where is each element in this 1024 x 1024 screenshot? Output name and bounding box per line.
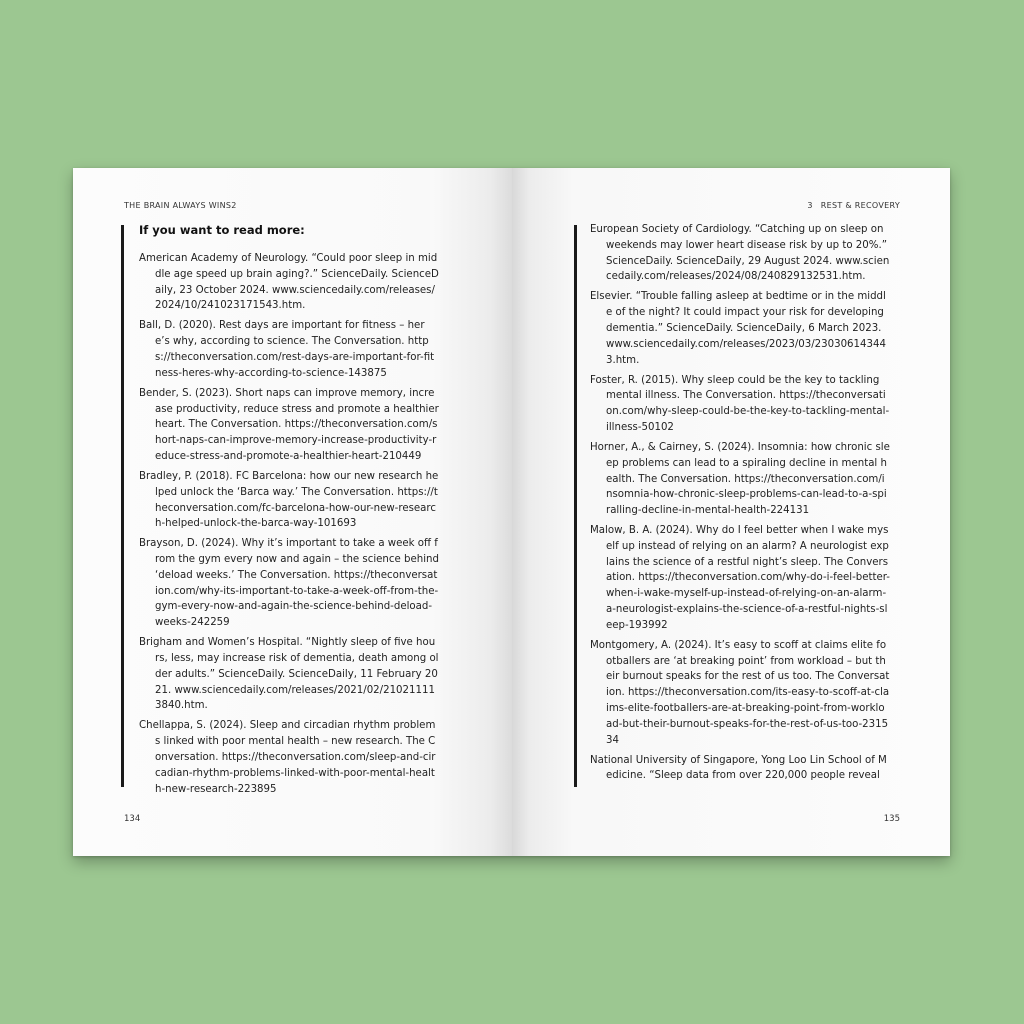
reference-item: Montgomery, A. (2024). It’s easy to scoff at claims elite footballers are ‘at breaking point’ from workload – but their burnout speaks for the rest of us too. The Conversation. https://theconversation.com/its-easy-to-scoff-at-claims-elite-footballers-are-at-breaking-point-from-workload-but-their-burnout-speaks-for-the-rest-of-us-too-231534 bbox=[590, 639, 890, 746]
running-head-chapter bbox=[807, 201, 900, 210]
right-content bbox=[590, 222, 890, 788]
running-head-book-title: THE BRAIN ALWAYS WINS2 bbox=[124, 201, 237, 210]
reference-item: National University of Singapore, Yong Loo Lin School of Medicine. “Sleep data from over 220,000 people reveal bbox=[590, 754, 887, 782]
page-number: 134 bbox=[124, 814, 141, 824]
vertical-rule bbox=[574, 225, 577, 787]
reference-item: Brayson, D. (2024). Why it’s important to take a week off from the gym every now and again – the science behind ‘deload weeks.’ The Conversation. https://theconversation.com/why-its-important-to-take-a-week-off-from-the-gym-every-now-and-again-the-science-behind-deload-weeks-242259 bbox=[139, 538, 439, 629]
right-page bbox=[512, 168, 950, 856]
reference-item: Chellappa, S. (2024). Sleep and circadian rhythm problems linked with poor mental health – new research. The Conversation. https://theconversation.com/sleep-and-circadian-rhythm-problems-linked-with-poor-mental-health-new-research-223895 bbox=[139, 720, 436, 795]
reference-item: European Society of Cardiology. “Catching up on sleep on weekends may lower heart disease risk by up to 20%.” ScienceDaily. ScienceDaily, 29 August 2024. www.sciencedaily.com/releases/2024/08/240829132531.htm. bbox=[590, 224, 890, 283]
left-page bbox=[73, 168, 512, 856]
reference-item: Brigham and Women’s Hospital. “Nightly sleep of five hours, less, may increase risk of dementia, death among older adults.” ScienceDaily. ScienceDaily, 11 February 2021. www.sciencedaily.com/releases/2021/02/210211113840.htm. bbox=[139, 637, 439, 712]
reference-item: Ball, D. (2020). Rest days are important for fitness – here’s why, according to science. The Conversation. https://theconversation.com/rest-days-are-important-for-fitness-heres-why-according-to-science-143875 bbox=[139, 320, 435, 379]
chapter-number: 3 bbox=[807, 201, 813, 210]
open-book bbox=[73, 168, 950, 856]
reference-item: Foster, R. (2015). Why sleep could be the key to tackling mental illness. The Conversation. https://theconversation.com/why-sleep-could-be-the-key-to-tackling-mental-illness-50102 bbox=[590, 374, 890, 433]
reference-item: Bradley, P. (2018). FC Barcelona: how our new research helped unlock the ‘Barca way.’ The Conversation. https://theconversation.com/fc-barcelona-how-our-new-research-helped-unlock-the-barca-way-101693 bbox=[139, 470, 439, 530]
reference-item: American Academy of Neurology. “Could poor sleep in middle age speed up brain aging?.” ScienceDaily. ScienceDaily, 23 October 2024. www.sciencedaily.com/releases/2024/10/241023171543.htm. bbox=[139, 253, 439, 312]
reference-item: Elsevier. “Trouble falling asleep at bedtime or in the middle of the night? It could impact your risk for developing dementia.” ScienceDaily. ScienceDaily, 6 March 2023. www.sciencedaily.com/releases/2023/03/230306143443.htm. bbox=[590, 291, 886, 366]
reference-item: Malow, B. A. (2024). Why do I feel better when I wake myself up instead of relying on an alarm? A neurologist explains the science of a restful night’s sleep. The Conversation. https://theconversation.com/why-do-i-feel-better-when-i-wake-myself-up-instead-of-relying-on-an-alarm-a-neurologist-explains-the-science-of-a-restful-nights-sleep-193992 bbox=[590, 525, 890, 631]
section-heading: If you want to read more: bbox=[139, 223, 305, 237]
page-number: 135 bbox=[883, 814, 900, 824]
vertical-rule bbox=[121, 225, 124, 787]
chapter-title: REST & RECOVERY bbox=[820, 201, 900, 210]
reference-item: Bender, S. (2023). Short naps can improve memory, increase productivity, reduce stress and promote a healthier heart. The Conversation. https://theconversation.com/short-naps-can-improve-memory-increase-productivity-reduce-stress-and-promote-a-healthier-heart-210449 bbox=[139, 387, 439, 462]
reference-item: Horner, A., & Cairney, S. (2024). Insomnia: how chronic sleep problems can lead to a spiraling decline in mental health. The Conversation. https://theconversation.com/insomnia-how-chronic-sleep-problems-can-lead-to-a-spiralling-decline-in-mental-health-224131 bbox=[590, 441, 890, 517]
left-content bbox=[139, 222, 439, 802]
